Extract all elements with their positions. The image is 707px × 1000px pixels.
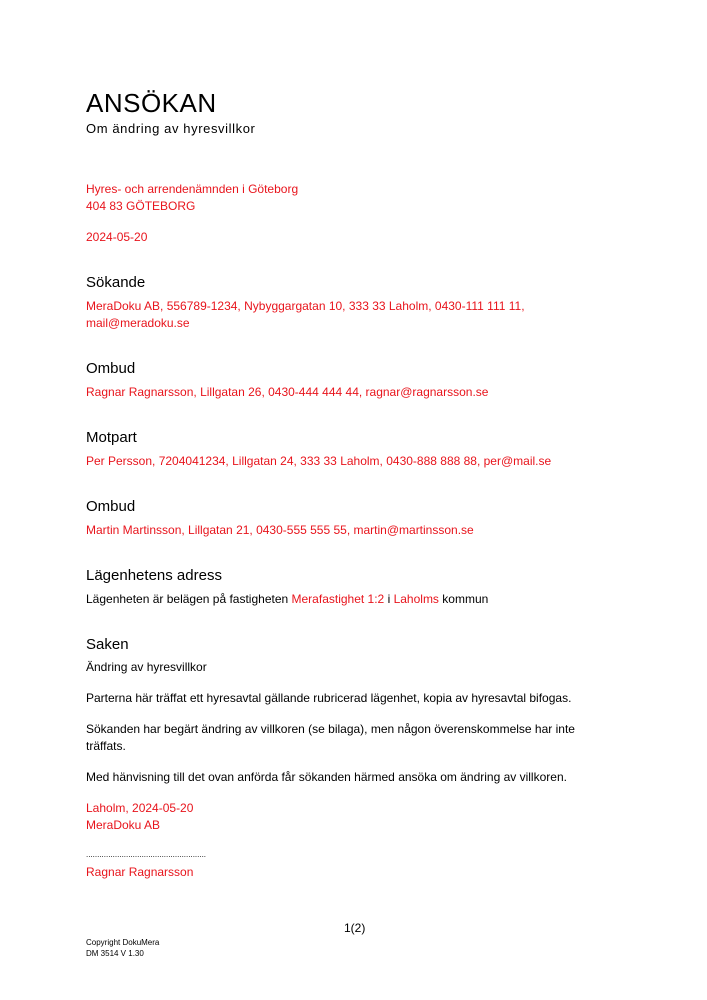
matter-paragraph-2-line-2: träffats. (86, 739, 126, 753)
property-designation: Merafastighet 1:2 (291, 592, 385, 606)
counterparty-details: Per Persson, 7204041234, Lillgatan 24, 333 33 Laholm, 0430-888 888 88, per@mail.se (86, 454, 552, 468)
heading-applicant-agent: Ombud (86, 360, 136, 377)
heading-counterparty-agent: Ombud (86, 498, 136, 515)
matter-paragraph-1: Parterna här träffat ett hyresavtal gällande rubricerad lägenhet, kopia av hyresavtal bifogas. (86, 691, 572, 705)
matter-paragraph-2-line-1: Sökanden har begärt ändring av villkoren (se bilaga), men någon överenskommelse har inte (86, 722, 575, 736)
document-subtitle: Om ändring av hyresvillkor (86, 121, 256, 136)
matter-subject: Ändring av hyresvillkor (86, 660, 207, 674)
heading-counterparty: Motpart (86, 429, 137, 446)
applicant-details: MeraDoku AB, 556789-1234, Nybyggargatan 10, 333 33 Laholm, 0430-111 111 11, (86, 299, 525, 313)
recipient-postal: 404 83 GÖTEBORG (86, 199, 196, 213)
signer-name: Ragnar Ragnarsson (86, 865, 194, 879)
heading-matter: Saken (86, 636, 129, 653)
address-suffix: kommun (438, 592, 489, 606)
application-date: 2024-05-20 (86, 230, 148, 244)
address-prefix: Lägenheten är belägen på fastigheten (86, 592, 292, 606)
matter-paragraph-3: Med hänvisning till det ovan anförda får sökanden härmed ansöka om ändring av villkoren. (86, 770, 567, 784)
page-number: 1(2) (344, 921, 366, 935)
signature-place-date: Laholm, 2024-05-20 (86, 801, 194, 815)
applicant-email: mail@meradoku.se (86, 316, 190, 330)
heading-applicant: Sökande (86, 274, 146, 291)
recipient-name: Hyres- och arrendenämnden i Göteborg (86, 182, 299, 196)
heading-apartment-address: Lägenhetens adress (86, 567, 222, 584)
footer-copyright: Copyright DokuMera (86, 938, 160, 947)
apartment-address-text (86, 591, 488, 608)
footer-version: DM 3514 V 1.30 (86, 949, 144, 958)
document-title: ANSÖKAN (86, 88, 217, 118)
address-middle: i (384, 592, 394, 606)
municipality: Laholms (393, 592, 439, 606)
counterparty-agent-details: Martin Martinsson, Lillgatan 21, 0430-555 555 55, martin@martinsson.se (86, 523, 474, 537)
signature-company: MeraDoku AB (86, 818, 161, 832)
applicant-agent-details: Ragnar Ragnarsson, Lillgatan 26, 0430-444 444 44, ragnar@ragnarsson.se (86, 385, 489, 399)
signature-line: ...................................................... (86, 850, 207, 859)
